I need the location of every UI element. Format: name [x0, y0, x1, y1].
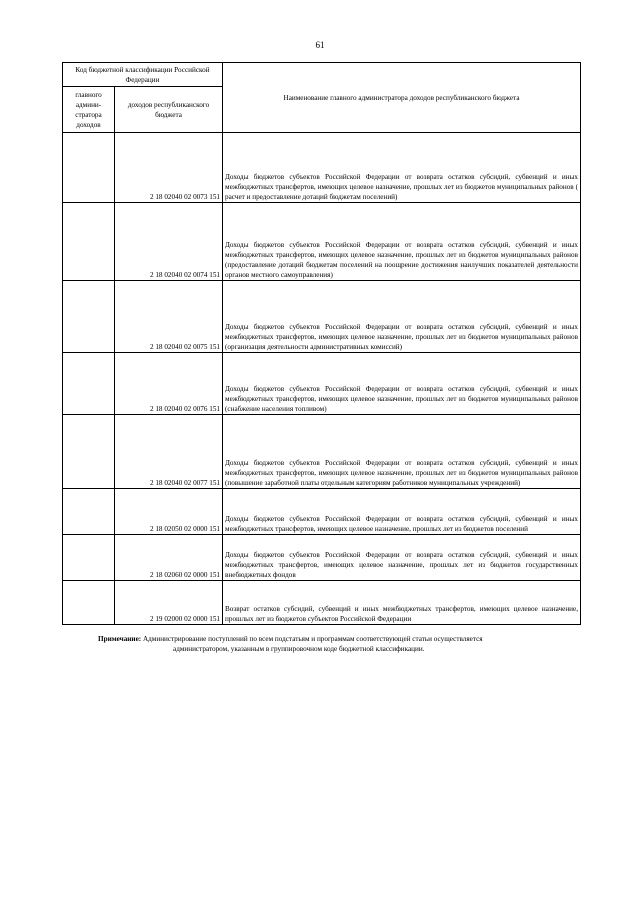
income-description: Доходы бюджетов субъектов Российской Федерации от возврата остатков субсидий, субвенций и иных межбюджетных трансфертов, имеющих целевое назначение, прошлых лет из бюджетов муниципальных районов (организация деятельности административных комиссий) [223, 281, 581, 353]
admin-cell [63, 281, 115, 353]
income-code: 2 18 02040 02 0075 151 [115, 281, 223, 353]
income-description: Возврат остатков субсидий, субвенций и иных межбюджетных трансфертов, имеющих целевое назначение, прошлых лет из бюджетов субъектов Российской Федерации [223, 581, 581, 625]
table-row [63, 415, 581, 489]
header-code-group: Код бюджетной классификации Российской Федерации [63, 63, 223, 87]
admin-cell [63, 353, 115, 415]
table-row [63, 489, 581, 535]
header-admin-name: Наименование главного администратора доходов республиканского бюджета [223, 63, 581, 133]
budget-classification-table [62, 62, 581, 625]
income-code: 2 18 02050 02 0000 151 [115, 489, 223, 535]
income-code: 2 18 02040 02 0073 151 [115, 133, 223, 203]
table-row [63, 581, 581, 625]
page-number: 61 [315, 40, 325, 50]
table-row [63, 535, 581, 581]
income-code: 2 18 02060 02 0000 151 [115, 535, 223, 581]
admin-cell [63, 535, 115, 581]
income-code: 2 18 02040 02 0074 151 [115, 203, 223, 281]
header-income-code: доходов республиканского бюджета [115, 87, 223, 133]
income-description: Доходы бюджетов субъектов Российской Федерации от возврата остатков субсидий, субвенций и иных межбюджетных трансфертов, имеющих целевое назначение, прошлых лет из бюджетов поселений [223, 489, 581, 535]
income-description: Доходы бюджетов субъектов Российской Федерации от возврата остатков субсидий, субвенций и иных межбюджетных трансфертов, имеющих целевое назначение, прошлых лет из бюджетов муниципальных районов (предоставление дотаций бюджетам поселений на поощрение достижения наилучших показателей деятельности органов местного самоуправления) [223, 203, 581, 281]
footnote-label: Примечание: [98, 635, 142, 643]
admin-cell [63, 203, 115, 281]
admin-cell [63, 489, 115, 535]
table-row [63, 133, 581, 203]
footnote-text-line1: Администрирование поступлений по всем подстатьям и программам соответствующей статьи осуществляется [142, 635, 483, 643]
admin-cell [63, 415, 115, 489]
table-row [63, 281, 581, 353]
footnote-text-line2: администратором, указанным в группировочном коде бюджетной классификации. [173, 645, 425, 653]
income-description: Доходы бюджетов субъектов Российской Федерации от возврата остатков субсидий, субвенций и иных межбюджетных трансфертов, имеющих целевое назначение, прошлых лет из бюджетов государственных внебюджетных фондов [223, 535, 581, 581]
table-row [63, 353, 581, 415]
income-description: Доходы бюджетов субъектов Российской Федерации от возврата остатков субсидий, субвенций и иных межбюджетных трансфертов, имеющих целевое назначение, прошлых лет из бюджетов муниципальных районов (снабжение населения топливом) [223, 353, 581, 415]
income-code: 2 19 02000 02 0000 151 [115, 581, 223, 625]
income-description: Доходы бюджетов субъектов Российской Федерации от возврата остатков субсидий, субвенций и иных межбюджетных трансфертов, имеющих целевое назначение, прошлых лет из бюджетов муниципальных районов ( расчет и предоставление дотаций бюджетам поселений) [223, 133, 581, 203]
income-code: 2 18 02040 02 0076 151 [115, 353, 223, 415]
header-chief-admin: главного админи-стратора доходов [63, 87, 115, 133]
admin-cell [63, 133, 115, 203]
admin-cell [63, 581, 115, 625]
income-code: 2 18 02040 02 0077 151 [115, 415, 223, 489]
footnote [98, 634, 568, 654]
income-description: Доходы бюджетов субъектов Российской Федерации от возврата остатков субсидий, субвенций и иных межбюджетных трансфертов, имеющих целевое назначение, прошлых лет из бюджетов муниципальных районов (повышение заработной платы отдельным категориям работников муниципальных учреждений) [223, 415, 581, 489]
table-row [63, 203, 581, 281]
